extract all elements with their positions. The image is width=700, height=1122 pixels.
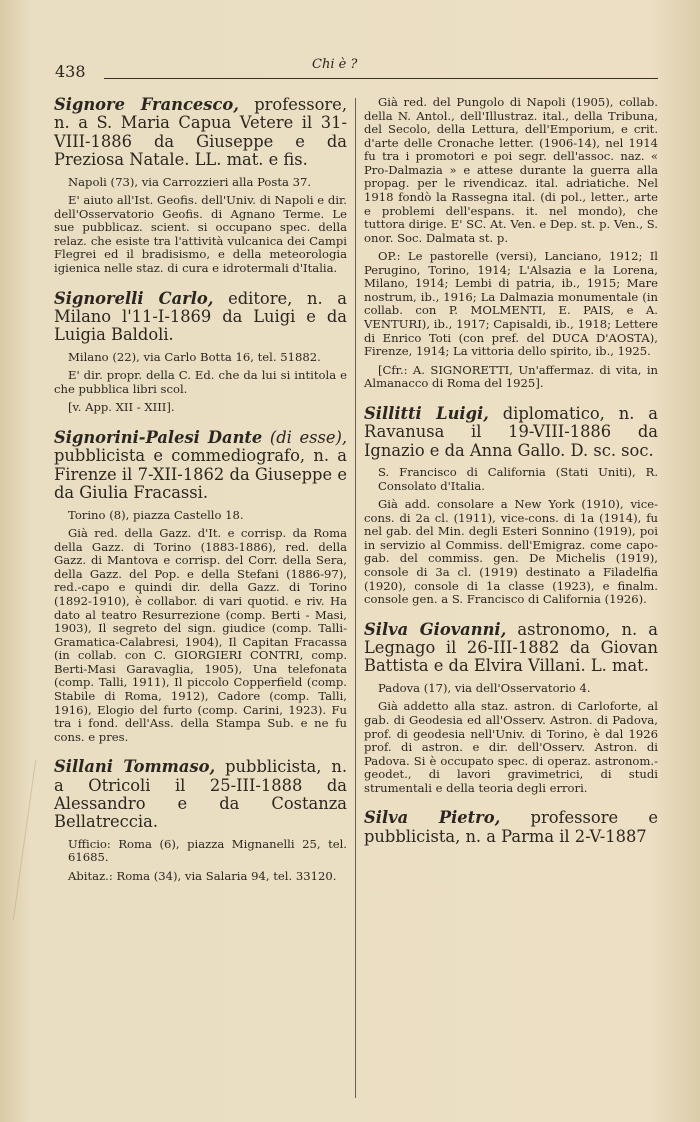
entry-signorelli-carlo (54, 290, 347, 415)
page-edge-crease (0, 760, 36, 920)
entry-silva-giovanni (364, 621, 658, 796)
entry-sillani-tommaso-continued (364, 96, 658, 391)
entry-heading (54, 429, 347, 503)
entry-heading (364, 621, 658, 676)
entry-name: Silva Giovanni, (364, 619, 507, 639)
entry-sillani-tommaso (54, 758, 347, 883)
entry-works: OP.: Le pastorelle (versi), Lanciano, 1912; Il Perugino, Torino, 1914; L'Alsazia e la Lorena, Milano, 1914; Lembi di patria, ib., 1915; Mare nostrum, ib., 1916; La Dalmazia monumentale (in collab. con P. MOLMENTI, E. PAIS, e A. VENTURI), ib., 1917; Capisaldi, ib., 1918; Lettere di Enrico Toti (con pref. del DUCA D'AOSTA), Firenze, 1914; La vittoria dello spirito, ib., 1925. (364, 249, 658, 359)
entry-bio: Già red. della Gazz. d'It. e corrisp. da Roma della Gazz. di Torino (1883-1886), red. della Gazz. di Mantova e corrisp. del Corr. della Sera, della Gazz. del Pop. e della Stefani (1886-97), red.-capo e quindi dir. della Gazz. di Torino (1892-1910), è collabor. di vari quotid. e riv. Ha dato al teatro Resurrezione (comp. Berti - Masi, 1903), Il segreto del sign. giudice (comp. Talli-Gramatica-Calabresi, 1904), Il Capitan Fracassa (in collab. con C. GIORGIERI CONTRI, comp. Berti-Masi Garavaglia, 1905), Una telefonata (comp. Talli, 1911), Il piccolo Copperfield (comp. Stabile di Roma, 1912), Cadore (comp. Talli, 1916), Elogio del furto (comp. Carini, 1923). Fu tra i fond. dell'Ass. della Stampa Sub. e ne fu cons. e pres. (54, 526, 347, 744)
entry-lead: professore, n. a S. Maria Capua Vetere il 31-VIII-1886 da Giuseppe e da Preziosa Natale. LL. mat. e fis. (54, 95, 347, 170)
entry-heading (54, 290, 347, 345)
entry-name: Silva Pietro, (364, 808, 501, 828)
entry-lead: editore, n. a Milano l'11-I-1869 da Luigi e da Luigia Baldoli. (54, 288, 347, 345)
column-divider (355, 98, 356, 1098)
left-column (54, 96, 347, 898)
entry-lead: professore e pubblicista, n. a Parma il 2-V-1887 (364, 808, 658, 846)
entry-heading (364, 809, 658, 846)
entry-cfr: [Cfr.: A. SIGNORETTI, Un'affermaz. di vita, in Almanacco di Roma del 1925]. (364, 362, 658, 391)
entry-address: Torino (8), piazza Castello 18. (68, 507, 244, 522)
entry-heading (54, 758, 347, 832)
entry-address: Milano (22), via Carlo Botta 16, tel. 51882. (68, 349, 321, 364)
entry-address: Padova (17), via dell'Osservatorio 4. (378, 680, 591, 695)
entry-bio: E' dir. propr. della C. Ed. che da lui si intitola e che pubblica libri scol. (54, 368, 347, 396)
entry-office-address: Ufficio: Roma (6), piazza Mignanelli 25, tel. 61685. (68, 836, 347, 865)
entry-lead: pubblicista e commediografo, n. a Firenze il 7-XII-1862 da Giuseppe e da Giulia Fracassi. (54, 446, 347, 503)
entry-pronunciation: (di esse), (269, 428, 347, 448)
entry-address: Napoli (73), via Carrozzieri alla Posta 37. (68, 174, 312, 189)
entry-bio: E' aiuto all'Ist. Geofis. dell'Univ. di Napoli e dir. dell'Osservatorio Geofis. di Agnano Terme. Le sue pubblicaz. scient. si occupano spec. della relaz. che esiste tra l'attività vulcanica dei Campi Flegrei ed il bradisismo, e della meteorologia igienica nelle staz. di cura e idrotermali d'Italia. (54, 193, 347, 275)
page-number: 438 (55, 62, 86, 81)
entry-name: Signorini-Palesi Dante (54, 428, 263, 448)
entry-lead: pubblicista, n. a Otricoli il 25-III-1888 da Alessandro e da Costanza Bellatreccia. (54, 757, 347, 832)
entry-silva-pietro (364, 809, 658, 846)
entry-lead: diplomatico, n. a Ravanusa il 19-VIII-1886 da Ignazio e da Anna Gallo. D. sc. soc. (364, 403, 658, 460)
entry-bio: Già addetto alla staz. astron. di Carloforte, al gab. di Geodesia ed all'Osserv. Astron. di Padova, prof. di geodesia nell'Univ. di Torino, è dal 1926 prof. di astron. e dir. dell'Osserv. Astron. di Padova. Si è occupato spec. di operaz. astronom.-geodet., di lavori gravimetrici, di studi strumentali e della teoria degli errori. (364, 699, 658, 795)
right-column (364, 96, 658, 860)
entry-home-address: Abitaz.: Roma (34), via Salaria 94, tel. 33120. (68, 868, 337, 883)
entry-name: Sillani Tommaso, (54, 757, 216, 777)
entry-name: Signore Francesco, (54, 95, 239, 114)
entry-heading (364, 405, 658, 460)
entry-reference: [v. App. XII - XIII]. (68, 400, 175, 415)
entry-bio: Già add. consolare a New York (1910), vice-cons. di 2a cl. (1911), vice-cons. di 1a (1914), fu nel gab. del Min. degli Esteri Sonnino (1919), poi in servizio al Commiss. dell'Emigraz. come capo-gab. del commiss. gen. De Michelis (1919), console di 3a cl. (1919) destinato a Filadelfia (1920), console di 1a classe (1923), e finalm. console gen. a S. Francisco di California (1926). (364, 497, 658, 607)
entry-lead: astronomo, n. a Legnago il 26-III-1882 da Giovan Battista e da Elvira Villani. L. mat. (364, 619, 658, 676)
entry-signore-francesco (54, 96, 347, 276)
entry-heading (54, 96, 347, 170)
running-head: Chi è ? (312, 57, 358, 72)
header-rule (104, 78, 658, 79)
entry-address: S. Francisco di California (Stati Uniti), R. Consolato d'Italia. (378, 465, 658, 493)
entry-bio: Già red. del Pungolo di Napoli (1905), collab. della N. Antol., dell'Illustraz. ital., della Tribuna, del Secolo, della Lettura, dell'Emporium, e crit. d'arte delle Cronache letter. (1906-14), nel 1914 fu tra i promotori e poi segr. dell'assoc. naz. « Pro-Dalmazia » e attese durante la guerra alla propag. per le rivendicaz. ital. adriatiche. Nel 1918 fondò la Rassegna ital. (di pol., letter., arte e problemi dell'espans. it. nel mondo), che tuttora dirige. E' SC. At. Ven. e Dep. st. p. Ven., S. onor. Soc. Dalmata st. p. (364, 95, 658, 245)
entry-name: Signorelli Carlo, (54, 288, 214, 308)
entry-name: Sillitti Luigi, (364, 403, 489, 423)
entry-sillitti-luigi (364, 405, 658, 607)
entry-signorini-palesi-dante (54, 429, 347, 744)
